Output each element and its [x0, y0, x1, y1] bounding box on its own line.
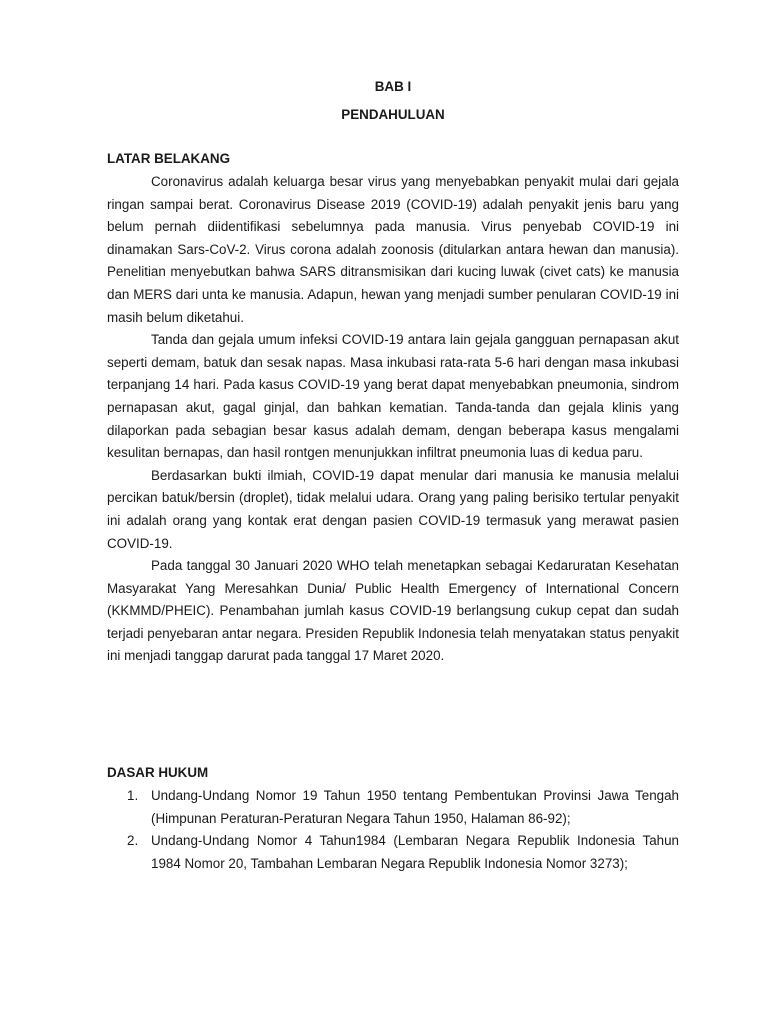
chapter-title: PENDAHULUAN — [341, 107, 445, 122]
chapter-label: BAB I — [374, 79, 412, 94]
paragraph: Pada tanggal 30 Januari 2020 WHO telah menetapkan sebagai Kedaruratan Kesehatan Masyarakat Yang Meresahkan Dunia/ Public Health Emergency of International Concern (KKMMD/PHEIC). Penambahan jumlah kasus COVID-19 berlangsung cukup cepat dan sudah terjadi penyebaran antar negara. Presiden Republik Indonesia telah menyatakan status penyakit ini menjadi tanggap darurat pada tanggal 17 Maret 2020. — [107, 558, 679, 664]
list-item — [107, 785, 679, 830]
list-item — [107, 830, 679, 875]
paragraph: Coronavirus adalah keluarga besar virus yang menyebabkan penyakit mulai dari gejala ringan sampai berat. Coronavirus Disease 2019 (COVID-19) adalah penyakit jenis baru yang belum pernah diidentifikasi sebelumnya pada manusia. Virus penyebab COVID-19 ini dinamakan Sars-CoV-2. Virus corona adalah zoonosis (ditularkan antara hewan dan manusia). Penelitian menyebutkan bahwa SARS ditransmisikan dari kucing luwak (civet cats) ke manusia dan MERS dari unta ke manusia. Adapun, hewan yang menjadi sumber penularan COVID-19 ini masih belum diketahui. — [107, 174, 679, 325]
paragraph: Berdasarkan bukti ilmiah, COVID-19 dapat menular dari manusia ke manusia melalui percikan batuk/bersin (droplet), tidak melalui udara. Orang yang paling berisiko tertular penyakit ini adalah orang yang kontak erat dengan pasien COVID-19 termasuk yang merawat pasien COVID-19. — [107, 467, 679, 551]
dasar-hukum-list — [107, 785, 679, 875]
list-item-number: 1. — [127, 788, 139, 803]
latar-belakang-body — [107, 171, 679, 668]
list-item-text: Undang-Undang Nomor 4 Tahun1984 (Lembaran Negara Republik Indonesia Tahun 1984 Nomor 20, Tambahan Lembaran Negara Republik Indonesia Nomor 3273); — [151, 833, 679, 871]
list-item-number: 2. — [127, 833, 139, 849]
section-title-latar-belakang: LATAR BELAKANG — [107, 151, 230, 166]
list-item-text: Undang-Undang Nomor 19 Tahun 1950 tentang Pembentukan Provinsi Jawa Tengah (Himpunan Peraturan-Peraturan Negara Tahun 1950, Halaman 86-92); — [151, 788, 679, 826]
paragraph: Tanda dan gejala umum infeksi COVID-19 antara lain gejala gangguan pernapasan akut seperti demam, batuk dan sesak napas. Masa inkubasi rata-rata 5-6 hari dengan masa inkubasi terpanjang 14 hari. Pada kasus COVID-19 yang berat dapat menyebabkan pneumonia, sindrom pernapasan akut, gagal ginjal, dan bahkan kematian. Tanda-tanda dan gejala klinis yang dilaporkan pada sebagian besar kasus adalah demam, dengan beberapa kasus mengalami kesulitan bernapas, dan hasil rontgen menunjukkan infiltrat pneumonia luas di kedua paru. — [107, 332, 679, 461]
section-title-dasar-hukum: DASAR HUKUM — [107, 765, 209, 780]
